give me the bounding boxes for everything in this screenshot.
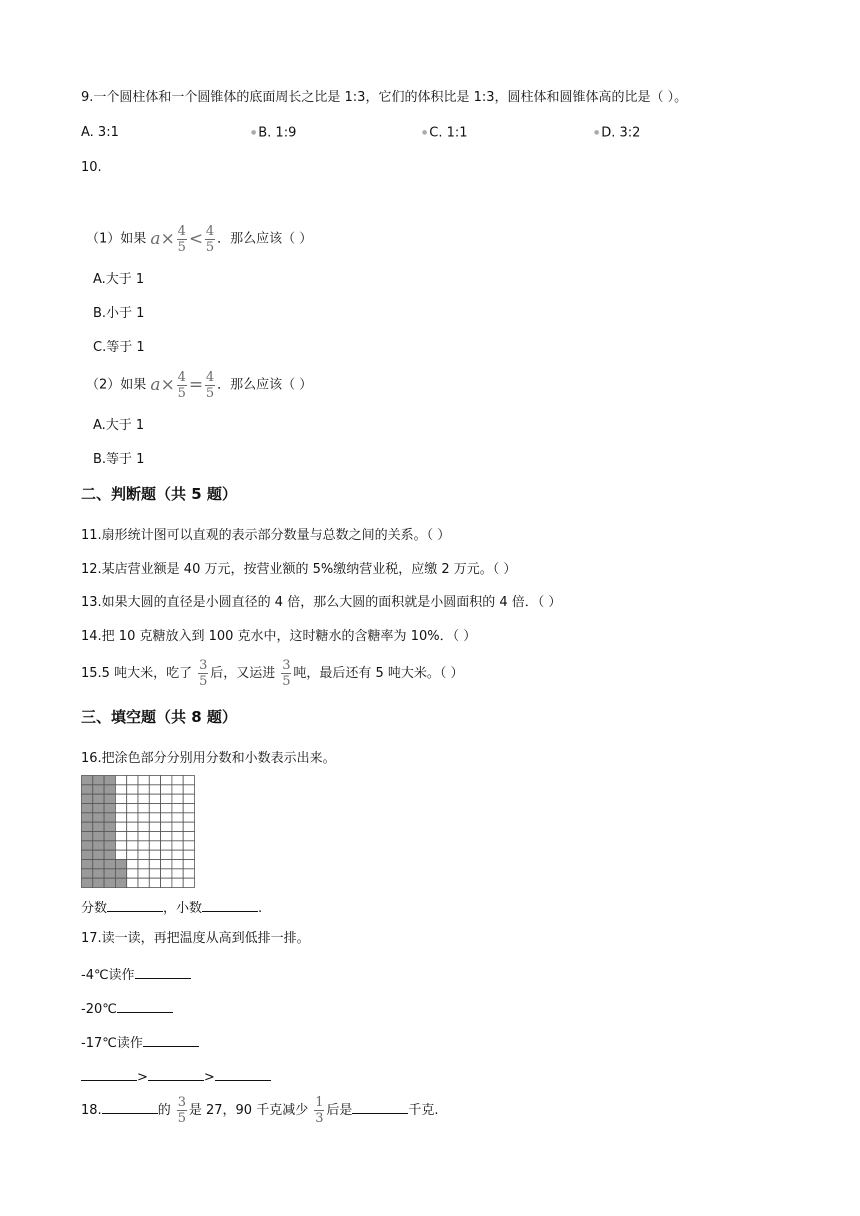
grid-cell-shaded <box>104 785 115 794</box>
grid-cell-shaded <box>93 776 104 785</box>
grid-cell <box>172 860 183 869</box>
grid-cell <box>149 832 160 841</box>
q17-item-3: -17℃读作 <box>81 1032 199 1053</box>
grid-cell <box>127 794 138 803</box>
grid-cell <box>161 832 172 841</box>
grid-cell <box>127 804 138 813</box>
grid-cell-shaded <box>104 832 115 841</box>
grid-cell-shaded <box>104 813 115 822</box>
grid-cell-shaded <box>93 794 104 803</box>
grid-cell-shaded <box>93 860 104 869</box>
q10-part2: （2）如果 a× $\frac{4}{5}$ = $\frac{4}{5}$ ．那么应该（ ） <box>86 369 313 401</box>
grid-cell <box>127 860 138 869</box>
section3-title: 三、填空题（共 8 题） <box>81 708 237 726</box>
grid-cell <box>161 804 172 813</box>
q17-item-2: -20℃ <box>81 998 173 1019</box>
grid-cell <box>149 804 160 813</box>
grid-cell <box>183 822 194 831</box>
grid-cell <box>161 794 172 803</box>
grid-cell <box>183 785 194 794</box>
grid-cell <box>149 822 160 831</box>
q10-part1-option-b: B.小于 1 <box>93 306 145 321</box>
grid-cell-shaded <box>104 841 115 850</box>
grid-cell <box>183 850 194 859</box>
q17-item-1: -4℃读作 <box>81 964 191 985</box>
grid-cell <box>115 832 126 841</box>
answer-blank <box>117 998 173 1013</box>
grid-cell <box>115 785 126 794</box>
grid-cell <box>161 776 172 785</box>
fraction-4-5: $\frac{4}{5}$ <box>177 223 186 255</box>
grid-cell-shaded <box>82 869 93 878</box>
grid-cell <box>149 860 160 869</box>
q10-part2-option-a: A.大于 1 <box>93 418 145 433</box>
q9-text: 9.一个圆柱体和一个圆锥体的底面周长之比是 1:3，它们的体积比是 1:3，圆柱体和圆锥体高的比是（ ）。 <box>81 90 688 105</box>
grid-cell <box>161 860 172 869</box>
grid-cell-shaded <box>82 860 93 869</box>
grid-cell-shaded <box>82 850 93 859</box>
grid-cell-shaded <box>82 776 93 785</box>
q16-shaded-grid <box>81 775 195 889</box>
grid-cell-shaded <box>104 822 115 831</box>
grid-cell <box>161 785 172 794</box>
grid-cell-shaded <box>93 822 104 831</box>
fraction-4-5: $\frac{4}{5}$ <box>205 223 215 255</box>
q12-text: 12.某店营业额是 40 万元，按营业额的 5%缴纳营业税，应缴 2 万元。（ ） <box>81 562 517 577</box>
answer-blank <box>143 1032 199 1047</box>
grid-cell <box>183 841 194 850</box>
answer-blank <box>202 897 258 912</box>
grid-cell <box>115 822 126 831</box>
grid-cell <box>161 869 172 878</box>
q16-answer-line: 分数 ，小数 . <box>81 897 262 918</box>
grid-cell-shaded <box>115 860 126 869</box>
grid-cell <box>149 869 160 878</box>
grid-cell <box>127 776 138 785</box>
q10-part1-option-a: A.大于 1 <box>93 272 145 287</box>
grid-cell <box>138 822 149 831</box>
grid-cell-shaded <box>104 804 115 813</box>
grid-cell <box>127 869 138 878</box>
grid-cell <box>172 832 183 841</box>
grid-cell <box>183 878 194 887</box>
grid-cell <box>138 841 149 850</box>
grid-cell-shaded <box>82 813 93 822</box>
q10-number: 10. <box>81 160 102 175</box>
grid-cell <box>172 841 183 850</box>
grid-cell <box>161 850 172 859</box>
grid-cell-shaded <box>115 869 126 878</box>
grid-cell-shaded <box>104 794 115 803</box>
grid-cell <box>138 878 149 887</box>
grid-cell <box>183 813 194 822</box>
grid-cell <box>115 794 126 803</box>
q9-option-d: ● D. 3:2 <box>594 125 641 141</box>
answer-blank <box>81 1066 137 1081</box>
grid-cell <box>161 878 172 887</box>
grid-cell <box>127 832 138 841</box>
q18-text: 18. 的 $\frac{3}{5}$ 是 27，90 千克减少 $\frac{1}{3}$ 后是 千克. <box>81 1095 439 1126</box>
answer-blank <box>135 964 191 979</box>
q9-option-c: ● C. 1:1 <box>422 125 468 141</box>
fraction-3-5: $\frac{3}{5}$ <box>177 1095 186 1126</box>
answer-blank <box>215 1066 271 1081</box>
q16-text: 16.把涂色部分分别用分数和小数表示出来。 <box>81 751 336 766</box>
grid-cell <box>161 813 172 822</box>
grid-cell-shaded <box>82 785 93 794</box>
q17-text: 17.读一读，再把温度从高到低排一排。 <box>81 931 310 946</box>
grid-cell <box>138 850 149 859</box>
fraction-1-3: $\frac{1}{3}$ <box>315 1095 324 1126</box>
grid-cell-shaded <box>104 860 115 869</box>
grid-cell <box>183 794 194 803</box>
grid-cell <box>127 850 138 859</box>
answer-blank <box>148 1066 204 1081</box>
q13-text: 13.如果大圆的直径是小圆直径的 4 倍，那么大圆的面积就是小圆面积的 4 倍．（ ） <box>81 595 562 610</box>
grid-cell <box>127 785 138 794</box>
fraction-3-5: $\frac{3}{5}$ <box>282 658 291 689</box>
answer-blank <box>352 1099 408 1114</box>
q10-part1: （1）如果 a× $\frac{4}{5}$ < $\frac{4}{5}$ ．那么应该（ ） <box>86 223 313 255</box>
q15-text: 15.5 吨大米，吃了 $\frac{3}{5}$ 后，又运进 $\frac{3}{5}$ 吨，最后还有 5 吨大米。（ ） <box>81 658 464 689</box>
grid-cell <box>172 794 183 803</box>
fraction-4-5: $\frac{4}{5}$ <box>205 369 215 401</box>
grid-cell <box>115 813 126 822</box>
answer-blank <box>107 897 163 912</box>
grid-cell <box>183 860 194 869</box>
grid-cell <box>149 794 160 803</box>
grid-cell <box>138 860 149 869</box>
grid-cell <box>149 813 160 822</box>
grid-cell <box>149 841 160 850</box>
grid-cell <box>183 869 194 878</box>
q17-order-line: > > <box>81 1066 271 1087</box>
grid-cell-shaded <box>104 776 115 785</box>
grid-cell-shaded <box>82 794 93 803</box>
q10-part2-option-b: B.等于 1 <box>93 452 145 467</box>
grid-cell <box>115 850 126 859</box>
grid-cell <box>172 804 183 813</box>
grid-cell <box>127 841 138 850</box>
fraction-4-5: $\frac{4}{5}$ <box>177 369 186 401</box>
grid-cell-shaded <box>104 878 115 887</box>
grid-cell <box>127 878 138 887</box>
grid-cell-shaded <box>82 822 93 831</box>
grid-cell <box>172 813 183 822</box>
grid-cell <box>183 804 194 813</box>
grid-cell-shaded <box>93 804 104 813</box>
grid-cell <box>138 832 149 841</box>
grid-cell-shaded <box>104 869 115 878</box>
grid-cell-shaded <box>82 804 93 813</box>
grid-cell <box>115 776 126 785</box>
grid-cell <box>183 776 194 785</box>
grid-cell <box>138 804 149 813</box>
grid-cell <box>138 813 149 822</box>
grid-cell <box>115 804 126 813</box>
q10-part1-option-c: C.等于 1 <box>93 340 145 355</box>
grid-cell-shaded <box>93 785 104 794</box>
grid-cell <box>138 785 149 794</box>
q9-option-b: ● B. 1:9 <box>251 125 297 141</box>
grid-cell-shaded <box>93 850 104 859</box>
grid-cell-shaded <box>82 832 93 841</box>
grid-cell <box>172 878 183 887</box>
grid-cell-shaded <box>82 841 93 850</box>
grid-cell-shaded <box>104 850 115 859</box>
grid-cell <box>172 822 183 831</box>
grid-cell <box>149 776 160 785</box>
grid-cell <box>172 785 183 794</box>
grid-cell <box>138 776 149 785</box>
q9-option-a: A. 3:1 <box>81 125 119 140</box>
grid-cell <box>161 841 172 850</box>
answer-blank <box>102 1099 158 1114</box>
grid-cell-shaded <box>93 813 104 822</box>
q11-text: 11.扇形统计图可以直观的表示部分数量与总数之间的关系。（ ） <box>81 528 451 543</box>
grid-cell <box>172 869 183 878</box>
grid-cell <box>115 841 126 850</box>
grid-cell-shaded <box>93 841 104 850</box>
fraction-3-5: $\frac{3}{5}$ <box>199 658 208 689</box>
grid-cell <box>127 813 138 822</box>
grid-cell <box>172 850 183 859</box>
grid-cell-shaded <box>115 878 126 887</box>
grid-cell-shaded <box>93 869 104 878</box>
section2-title: 二、判断题（共 5 题） <box>81 485 237 503</box>
grid-cell-shaded <box>82 878 93 887</box>
grid-cell <box>172 776 183 785</box>
grid-cell-shaded <box>93 878 104 887</box>
grid-cell <box>149 785 160 794</box>
q14-text: 14.把 10 克糖放入到 100 克水中，这时糖水的含糖率为 10%．（ ） <box>81 629 477 644</box>
grid-cell-shaded <box>93 832 104 841</box>
grid-cell <box>149 850 160 859</box>
grid-cell <box>161 822 172 831</box>
grid-cell <box>138 794 149 803</box>
grid-cell <box>183 832 194 841</box>
grid-cell <box>127 822 138 831</box>
grid-cell <box>149 878 160 887</box>
grid-cell <box>138 869 149 878</box>
